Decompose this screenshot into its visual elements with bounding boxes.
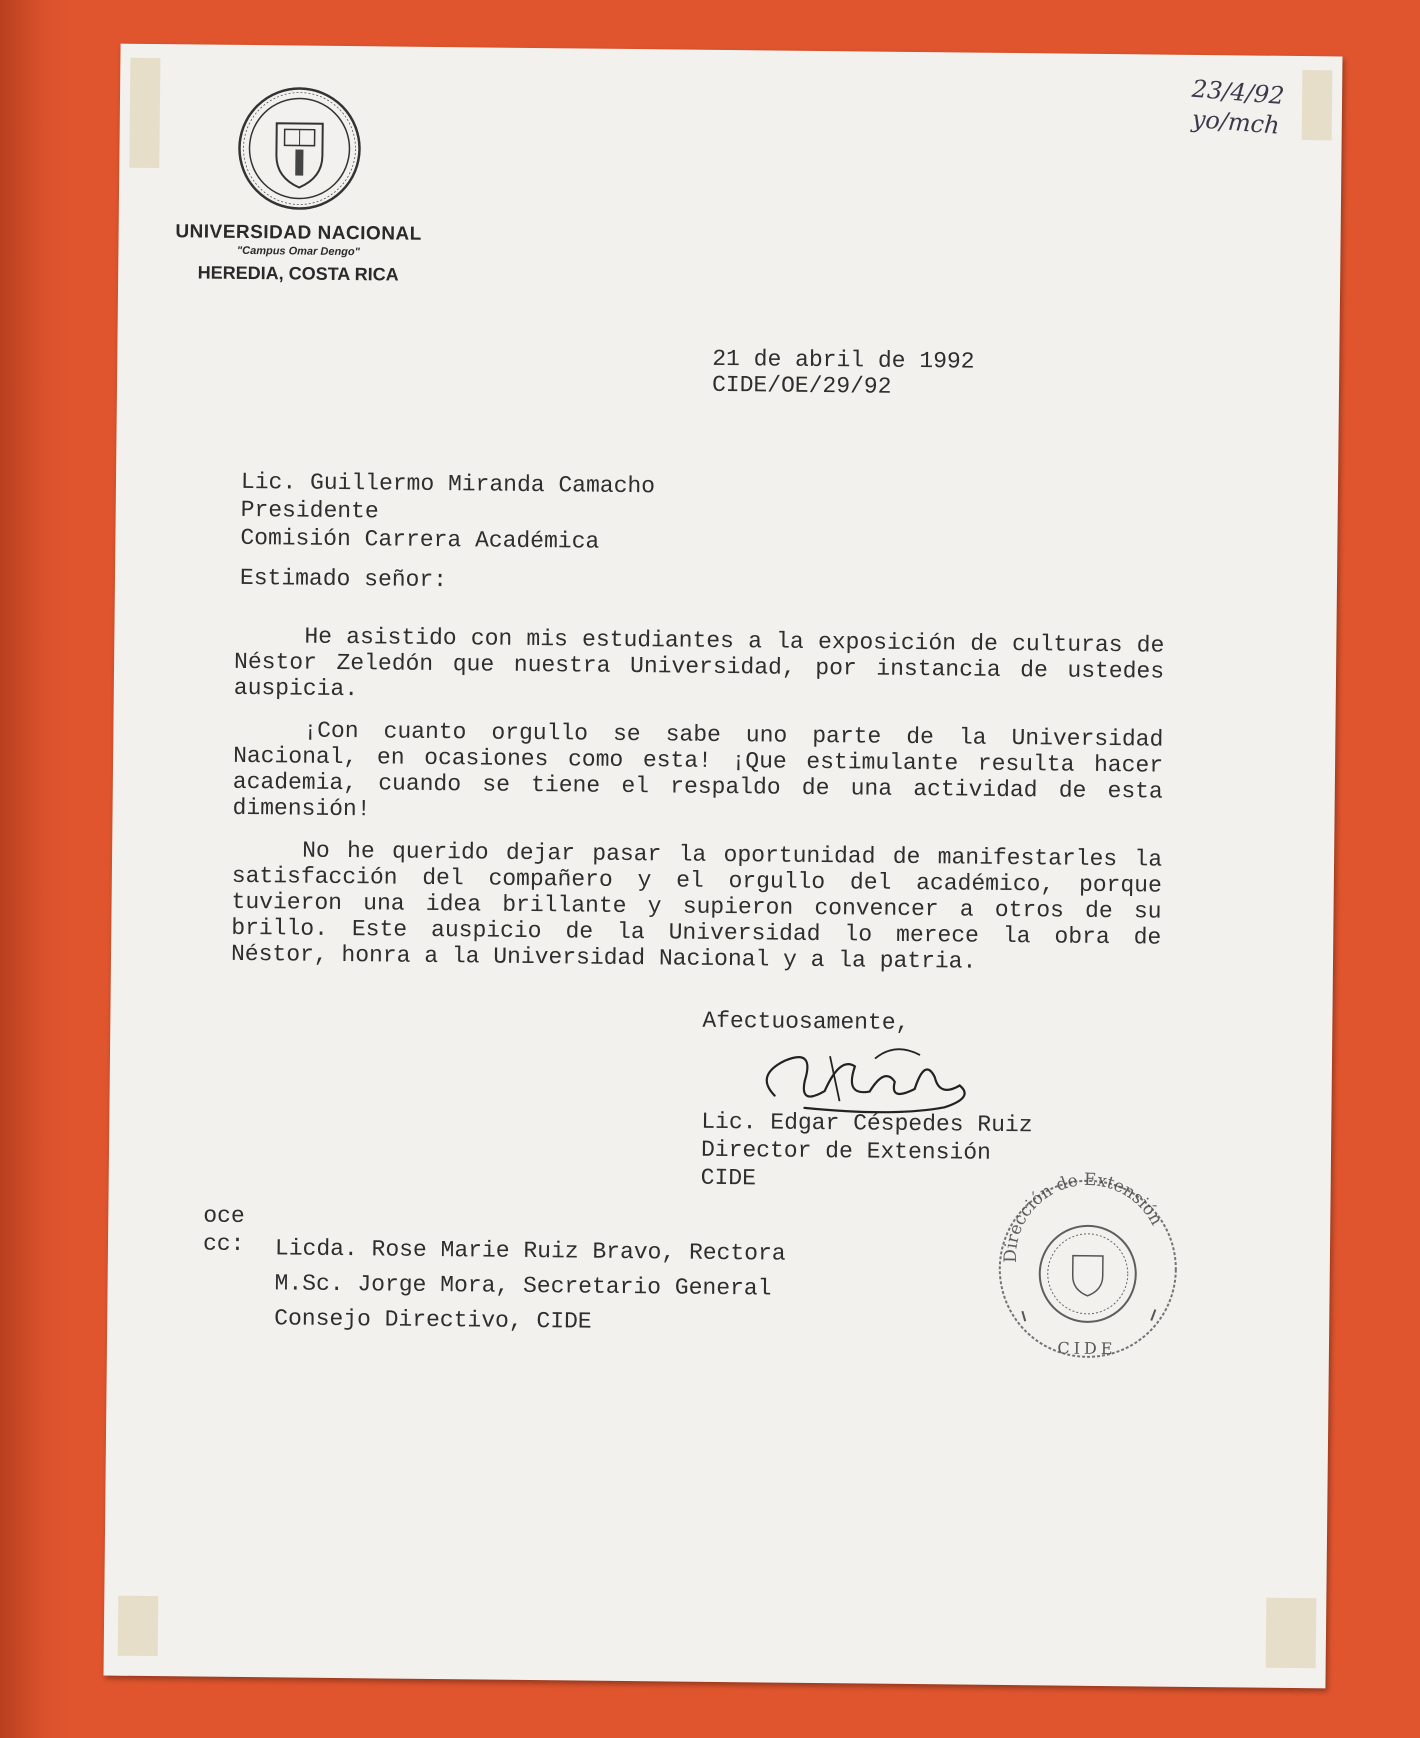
institution-name: UNIVERSIDAD NACIONAL bbox=[175, 221, 422, 245]
university-seal-icon bbox=[236, 85, 363, 212]
letter-page bbox=[103, 44, 1342, 1689]
cc-label: cc: bbox=[202, 1230, 245, 1258]
recipient-name: Lic. Guillermo Miranda Camacho bbox=[240, 468, 656, 500]
closing: Afectuosamente, bbox=[702, 1007, 910, 1036]
office-stamp bbox=[987, 1163, 1189, 1365]
campus-name: "Campus Omar Dengo" bbox=[236, 244, 360, 259]
handwritten-initials: yo/mch bbox=[1190, 104, 1281, 140]
cc-recipient: Consejo Directivo, CIDE bbox=[274, 1305, 592, 1335]
typist-initials: oce bbox=[203, 1202, 245, 1230]
signer-unit: CIDE bbox=[700, 1164, 757, 1192]
recipient-organization: Comisión Carrera Académica bbox=[240, 524, 600, 555]
signer-position: Director de Extensión bbox=[700, 1136, 992, 1166]
tape-bottom-left bbox=[118, 1596, 159, 1656]
date-reference-block bbox=[712, 346, 975, 401]
cc-recipient: Licda. Rose Marie Ruiz Bravo, Rectora bbox=[274, 1235, 786, 1267]
body-paragraph: He asistido con mis estudiantes a la exposición de culturas de Néstor Zeledón que nuestra Universidad, por instancia de ustedes auspicia. bbox=[233, 623, 1165, 703]
stamp-ring-text: Dirección de Extensión bbox=[1000, 1169, 1167, 1263]
binder-edge bbox=[0, 0, 70, 1738]
letterhead bbox=[148, 84, 450, 286]
cc-recipient: M.Sc. Jorge Mora, Secretario General bbox=[274, 1270, 772, 1302]
letter-reference: CIDE/OE/29/92 bbox=[711, 371, 892, 400]
svg-text:Dirección de Extensión bbox=[1001, 1169, 1167, 1265]
signer-name: Lic. Edgar Céspedes Ruiz bbox=[701, 1108, 1033, 1139]
body-paragraph: ¡Con cuanto orgullo se sabe uno parte de la Universidad Nacional, en ocasiones como esta! ¡Que estimulante resulta hacer academia, cuando se tiene el respaldo de una actividad de esta dimensión! bbox=[232, 717, 1164, 823]
letter-date: 21 de abril de 1992 bbox=[712, 345, 975, 375]
body-paragraph: No he querido dejar pasar la oportunidad de manifestarles la satisfacción del compañero y el orgullo del académico, porque tuvieron una idea brillante y supieron convencer a otros de su brillo. Este auspicio de la Universidad lo merece la obra de Néstor, honra a la Universidad Nacional y a la patria. bbox=[230, 837, 1163, 975]
handwritten-note bbox=[1160, 71, 1314, 143]
recipient-block bbox=[240, 468, 655, 556]
salutation: Estimado señor: bbox=[239, 564, 448, 594]
institution-city: HEREDIA, COSTA RICA bbox=[197, 262, 399, 285]
signer-block bbox=[701, 1108, 1033, 1195]
stamp-bottom-text: CIDE bbox=[1057, 1338, 1117, 1359]
recipient-title: Presidente bbox=[240, 496, 379, 525]
tape-bottom-right bbox=[1266, 1598, 1317, 1669]
handwritten-date: 23/4/92 bbox=[1190, 74, 1286, 111]
cc-list bbox=[274, 1231, 786, 1341]
